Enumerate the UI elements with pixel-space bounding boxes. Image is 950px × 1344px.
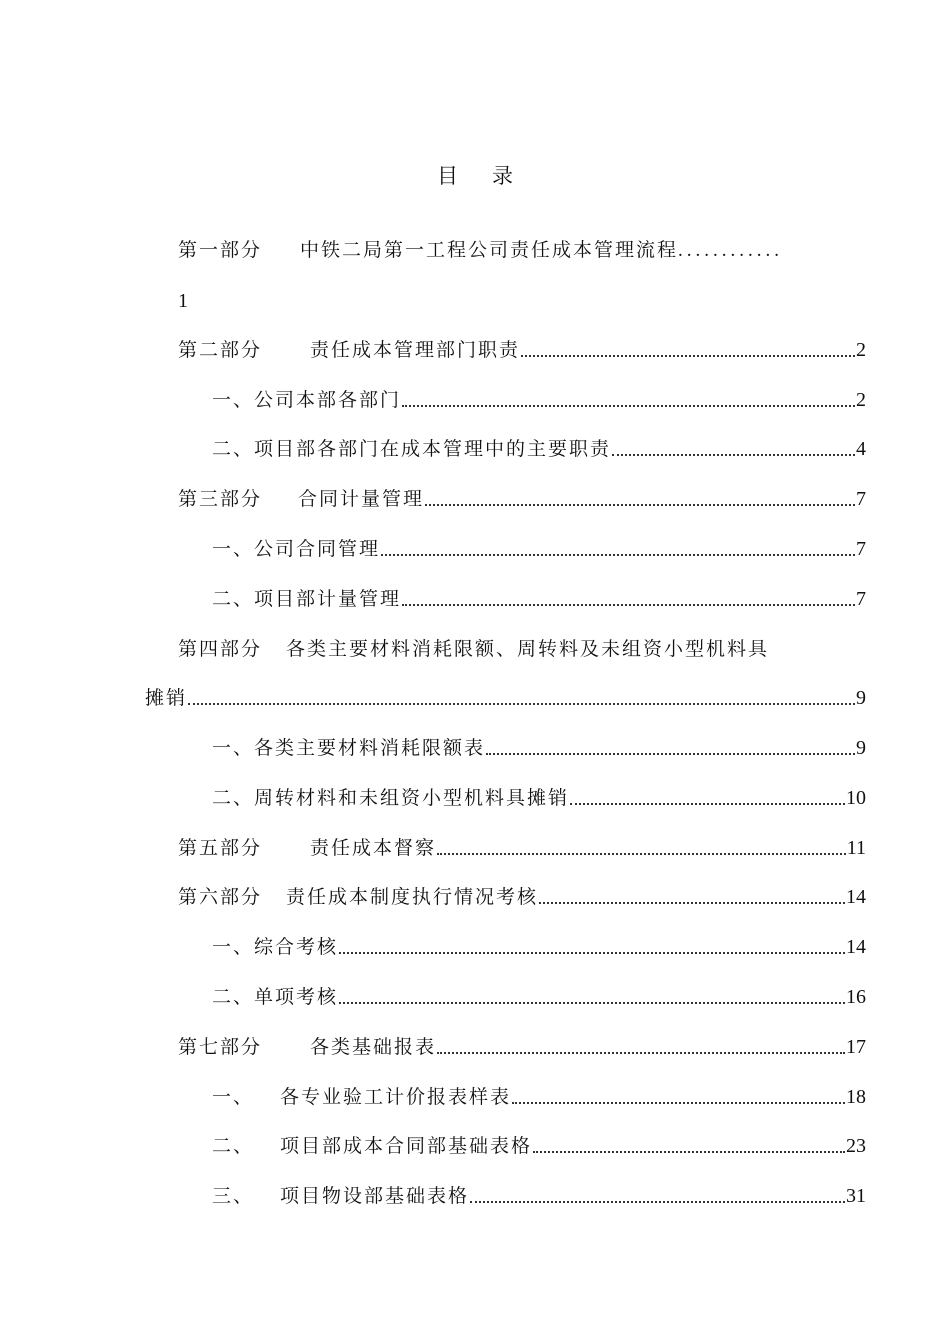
toc-entry-section[interactable] [212,434,866,464]
toc-page-number: 14 [846,936,866,958]
toc-entry-label: 二、单项考核 [212,986,339,1008]
toc-entry-label: 第三部分 [178,488,263,510]
toc-page-number: 11 [846,837,866,859]
toc-leader [437,1051,845,1054]
toc-page-number: 31 [846,1185,866,1207]
toc-page-number: 9 [856,687,866,709]
toc-page-number: 1 [178,290,188,312]
toc-entry-part-7[interactable] [178,1032,866,1062]
toc-page-number: 2 [856,389,866,411]
toc-entry-section[interactable] [212,584,866,614]
toc-page-number: 7 [856,588,866,610]
toc-entry-text: 项目物设部基础表格 [280,1185,470,1207]
toc-leader [612,453,855,456]
toc-entry-part-6[interactable] [178,882,866,912]
toc-entry-label: 一、综合考核 [212,936,339,958]
toc-entry-section[interactable] [212,385,866,415]
toc-leader [339,1001,845,1004]
toc-page-number: 7 [856,488,866,510]
toc-leader [425,503,855,506]
toc-leader-dots: ............ [678,240,784,261]
toc-entry-label: 三、 [212,1185,255,1207]
toc-entry-text: 责任成本管理部门职责 [310,339,521,361]
toc-leader [539,901,845,904]
toc-title: 目录 [437,164,547,188]
toc-page-number: 2 [856,339,866,361]
toc-entry-section[interactable] [212,1082,866,1112]
toc-entry-text: 责任成本督察 [310,837,437,859]
toc-page-number: 14 [846,886,866,908]
toc-page-number: 17 [846,1036,866,1058]
toc-leader [486,752,855,755]
toc-entry-text: 各类主要材料消耗限额、周转料及未组资小型机料具 [286,638,770,660]
toc-entry-label: 二、周转材料和未组资小型机料具摊销 [212,787,570,809]
toc-entry-continuation: 摊销 [145,687,188,709]
toc-entry-part-3[interactable] [178,484,866,514]
toc-entry-section[interactable] [212,534,866,564]
toc-entry-label: 第六部分 [178,886,263,908]
toc-entry-section[interactable] [212,733,866,763]
toc-entry-label: 第七部分 [178,1036,263,1058]
toc-entry-part-4[interactable] [178,634,769,664]
toc-page-number: 9 [856,737,866,759]
toc-entry-section[interactable] [212,932,866,962]
toc-leader [339,951,845,954]
toc-leader [470,1200,845,1203]
toc-page-number: 4 [856,438,866,460]
toc-entry-text: 合同计量管理 [298,488,425,510]
toc-leader [381,553,855,556]
toc-entry-section[interactable] [212,1131,866,1161]
toc-leader [512,1101,845,1104]
toc-entry-label: 二、项目部计量管理 [212,588,402,610]
toc-page-number: 16 [846,986,866,1008]
toc-entry-label: 一、公司本部各部门 [212,389,402,411]
toc-entry-label: 第四部分 [178,638,263,660]
toc-leader [570,802,845,805]
toc-entry-section[interactable] [212,982,866,1012]
toc-page-number: 10 [846,787,866,809]
toc-leader [402,404,855,407]
toc-entry-part-5[interactable] [178,833,866,863]
toc-entry-section[interactable] [212,783,866,813]
toc-entry-section[interactable] [212,1181,866,1211]
toc-entry-part-2[interactable] [178,335,866,365]
toc-leader [437,852,846,855]
toc-entry-part-1[interactable] [178,235,783,266]
toc-page-number: 18 [846,1086,866,1108]
toc-entry-label: 一、 [212,1086,255,1108]
toc-entry-label: 二、 [212,1135,255,1157]
toc-entry-label: 第一部分 [178,239,263,261]
toc-page-number: 23 [846,1135,866,1157]
toc-entry-label: 一、各类主要材料消耗限额表 [212,737,486,759]
toc-entry-label: 第二部分 [178,339,263,361]
toc-entry-text: 各专业验工计价报表样表 [280,1086,512,1108]
toc-leader [188,702,855,705]
toc-leader [533,1150,845,1153]
toc-entry-label: 二、项目部各部门在成本管理中的主要职责 [212,438,612,460]
toc-entry-text: 项目部成本合同部基础表格 [280,1135,533,1157]
toc-entry-text: 责任成本制度执行情况考核 [286,886,539,908]
toc-entry-part-4-continued[interactable] [145,683,866,713]
toc-entry-label: 一、公司合同管理 [212,538,381,560]
toc-leader [521,354,855,357]
toc-page-number: 7 [856,538,866,560]
toc-leader [402,603,855,606]
toc-entry-text: 中铁二局第一工程公司责任成本管理流程 [300,239,679,261]
toc-entry-label: 第五部分 [178,837,263,859]
toc-entry-text: 各类基础报表 [310,1036,437,1058]
